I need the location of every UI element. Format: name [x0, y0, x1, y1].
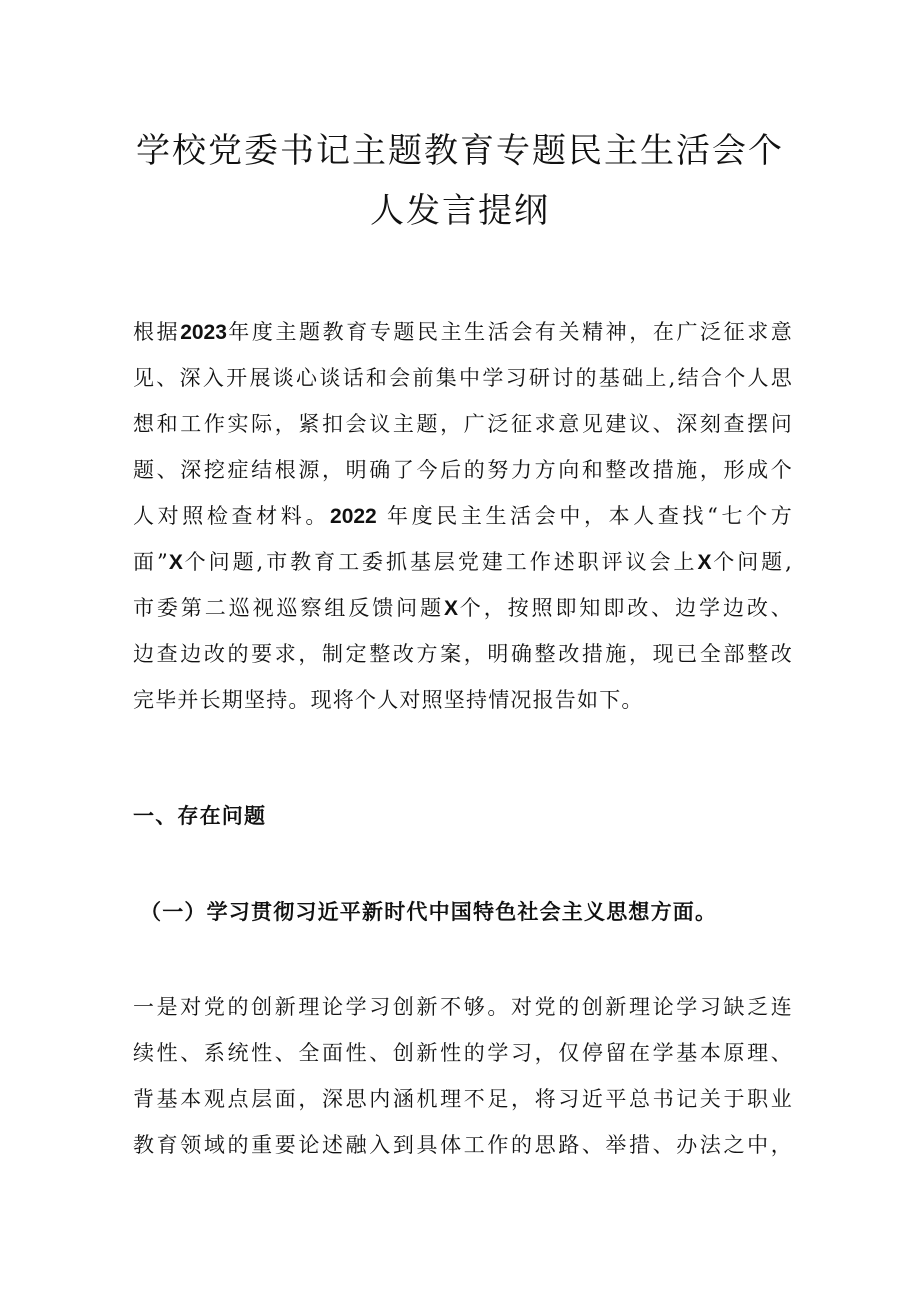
placeholder-x: X	[697, 551, 712, 574]
paragraph-line: 见、深入开展谈心谈话和会前集中学习研讨的基础上,结合个人思	[133, 366, 793, 390]
paragraph-line	[133, 585, 793, 631]
year-number: 2023	[180, 321, 227, 344]
subsection-heading: （一）学习贯彻习近平新时代中国特色社会主义思想方面。	[140, 899, 718, 924]
text-run: 年度民主生活会中，本人查找“七个方	[376, 504, 793, 528]
text-run: 市委第二巡视巡察组反馈问题	[133, 596, 445, 620]
paragraph-line	[133, 493, 793, 539]
text-run: 人对照检查材料。	[133, 504, 331, 528]
paragraph-line	[133, 309, 793, 355]
paragraph-line: 边查边改的要求，制定整改方案，明确整改措施，现已全部整改	[133, 642, 793, 666]
paragraph-line: 想和工作实际，紧扣会议主题，广泛征求意见建议、深刻查摆问	[133, 412, 793, 436]
text-run: 根据	[133, 320, 181, 344]
intro-paragraph	[133, 309, 793, 723]
paragraph-line: 题、深挖症结根源，明确了今后的努力方向和整改措施，形成个	[133, 458, 793, 482]
text-run: 个问题,	[711, 550, 793, 574]
paragraph-line	[133, 539, 793, 585]
text-run: 个，按照即知即改、边学边改、	[458, 596, 793, 620]
paragraph-line: 一是对党的创新理论学习创新不够。对党的创新理论学习缺乏连	[133, 995, 793, 1019]
text-run: 年度主题教育专题民主生活会有关精神，在广泛征求意	[226, 320, 793, 344]
paragraph-line: 续性、系统性、全面性、创新性的学习，仅停留在学基本原理、	[133, 1041, 793, 1065]
placeholder-x: X	[168, 551, 183, 574]
paragraph-line: 教育领域的重要论述融入到具体工作的思路、举措、办法之中，	[133, 1133, 793, 1157]
text-run: 个问题,市教育工委抓基层党建工作述职评议会上	[182, 550, 698, 574]
paragraph-line: 背基本观点层面，深思内涵机理不足，将习近平总书记关于职业	[133, 1087, 793, 1111]
body-paragraph	[133, 984, 793, 1168]
year-number: 2022	[330, 505, 377, 528]
document-title-line-1: 学校党委书记主题教育专题民主生活会个	[136, 131, 784, 171]
placeholder-x: X	[444, 597, 459, 620]
section-heading: 一、存在问题	[133, 803, 267, 828]
document-title-line-2: 人发言提纲	[370, 191, 550, 231]
paragraph-line: 完毕并长期坚持。现将个人对照坚持情况报告如下。	[133, 688, 644, 712]
text-run: 面”	[133, 550, 169, 574]
